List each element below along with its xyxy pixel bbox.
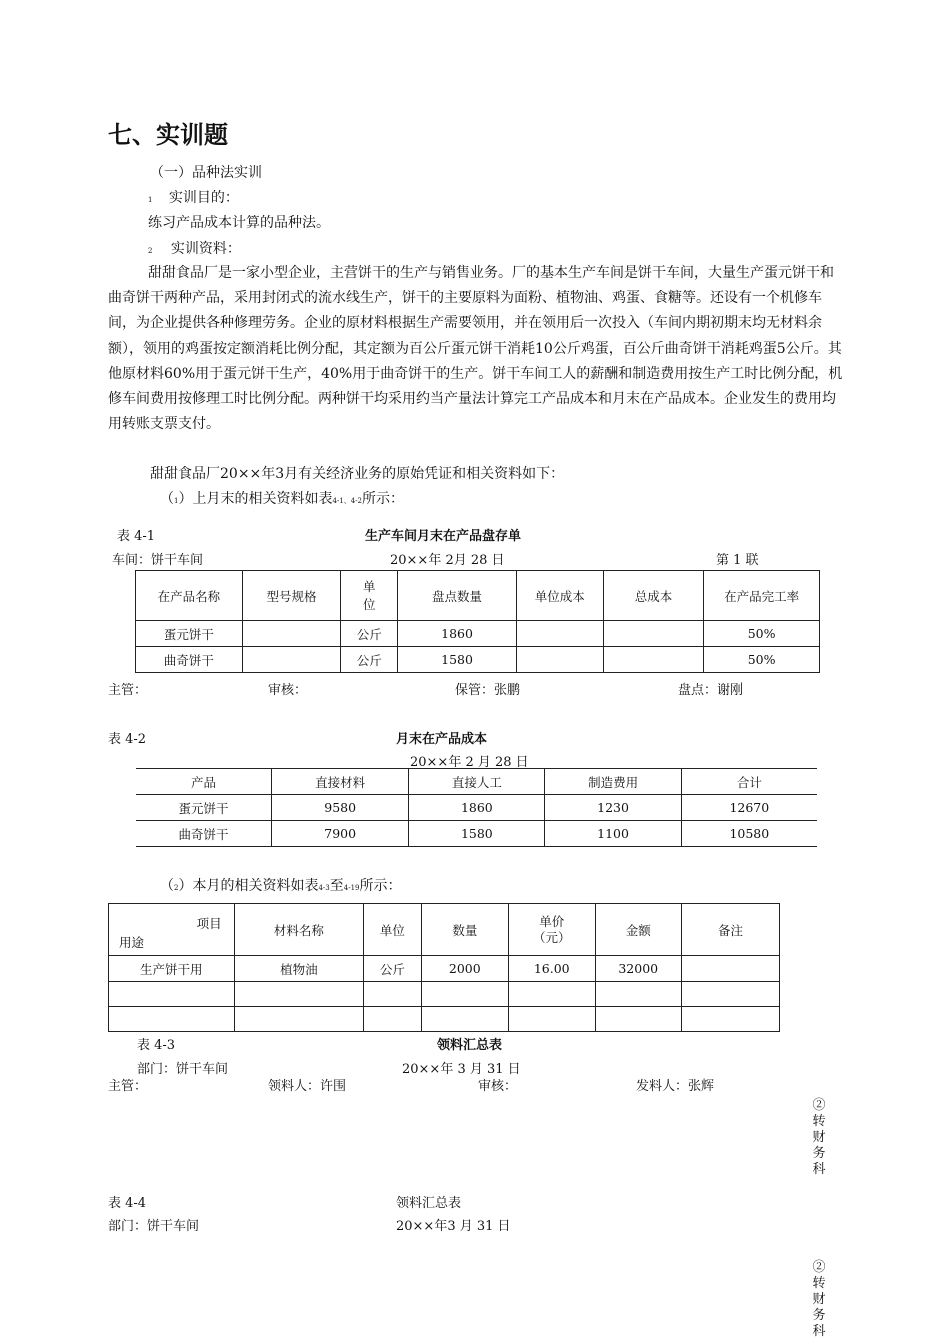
cell: 12670 [681, 795, 817, 821]
subitem-2-ref-end: 4-19 [343, 884, 360, 892]
table-4-2-date: 20××年 2 月 28 日 [410, 755, 529, 770]
cell: 2000 [421, 956, 508, 982]
cell: 32000 [595, 956, 681, 982]
cell [234, 982, 364, 1007]
item-2 [148, 236, 241, 264]
table-4-3-date: 20××年 3 月 31 日 [402, 1062, 521, 1077]
sign-keeper: 保管：张鹏 [455, 683, 521, 698]
cell [242, 647, 341, 673]
table-4-3-label: 表 4-3 [137, 1038, 176, 1053]
cell [242, 621, 341, 647]
side-note-4-3: ②转财务科 [812, 1098, 826, 1177]
paragraph-1: 甜甜食品厂是一家小型企业，主营饼干的生产与销售业务。厂的基本生产车间是饼干车间，大量生产蛋元饼干和曲奇饼干两种产品，采用封闭式的流水线生产，饼干的主要原料为面粉、植物油、鸡蛋、食糖等。还设有一个机修车间，为企业提供各种修理劳务。企业的原材料根据生产需要领用，并在领用后一次投入（车间内期初期末均无材料余额），领用的鸡蛋按定额消耗比例分配，其定额为百公斤蛋元饼干消耗10公斤鸡蛋，百公斤曲奇饼干消耗鸡蛋5公斤。其他原材料60%用于蛋元饼干生产，40%用于曲奇饼干的生产。饼干车间工人的薪酬和制造费用按生产工时比例分配，机修车间费用按修理工时比例分配。两种饼干均采用约当产量法计算完工产品成本和月末在产品成本。企业发生的费用均用转账支票支付。 [108, 265, 843, 433]
cell: 蛋元饼干 [136, 621, 243, 647]
table-row [109, 956, 780, 982]
cell [603, 621, 704, 647]
table-row [136, 621, 820, 647]
cell [603, 647, 704, 673]
sign-receiver: 领料人：许围 [268, 1079, 347, 1094]
table-4-2-title: 月末在产品成本 [396, 732, 488, 747]
header-cell: 单位成本 [516, 571, 603, 621]
subitem-2-ref-start: 4-3 [318, 884, 330, 892]
cell [364, 1007, 421, 1032]
table-4-4-date: 20××年3 月 31 日 [396, 1219, 511, 1234]
cell: 50% [704, 621, 820, 647]
item-1-number: 1 [148, 196, 153, 204]
header-cell: 合计 [681, 769, 817, 795]
table-row [136, 821, 817, 847]
table-row [109, 1007, 780, 1032]
subitem-1 [160, 486, 404, 514]
cell [508, 1007, 595, 1032]
table-4-2 [136, 768, 817, 847]
header-cell: 总成本 [603, 571, 704, 621]
subitem-2 [160, 873, 401, 901]
table-header-row [136, 769, 817, 795]
subitem-1-text: ）上月末的相关资料如表 [178, 491, 333, 507]
header-cell: 直接材料 [272, 769, 409, 795]
table-4-4-label: 表 4-4 [108, 1196, 147, 1211]
cell: 1860 [398, 621, 517, 647]
cell [421, 982, 508, 1007]
cell: 1230 [545, 795, 681, 821]
sign-count: 盘点：谢刚 [678, 683, 744, 698]
header-cell: 直接人工 [409, 769, 545, 795]
table-4-1-workshop: 车间：饼干车间 [112, 553, 204, 568]
header-cell: 数量 [421, 904, 508, 956]
cell: 公斤 [341, 621, 398, 647]
header-cell: 金额 [595, 904, 681, 956]
cell: 1580 [398, 647, 517, 673]
cell [109, 1007, 235, 1032]
item-1 [148, 185, 239, 213]
cell: 9580 [272, 795, 409, 821]
subitem-1-prefix: （ [160, 491, 174, 507]
sign-review-4-3: 审核： [478, 1079, 518, 1094]
cell: 曲奇饼干 [136, 647, 243, 673]
cell: 植物油 [234, 956, 364, 982]
subitem-1-number: 1 [174, 497, 179, 505]
header-cell: 在产品名称 [136, 571, 243, 621]
cell: 公斤 [364, 956, 421, 982]
header-cell-text: 单价（元） [532, 913, 571, 945]
table-4-1 [135, 570, 820, 673]
paragraph-2: 甜甜食品厂20××年3月有关经济业务的原始凭证和相关资料如下： [150, 466, 565, 482]
table-row [109, 982, 780, 1007]
header-cell: 材料名称 [234, 904, 364, 956]
table-4-1-title: 生产车间月末在产品盘存单 [365, 529, 522, 544]
section-heading: （一）品种法实训 [150, 165, 262, 181]
header-cell: 产品 [136, 769, 272, 795]
cell [595, 982, 681, 1007]
cell: 16.00 [508, 956, 595, 982]
table-4-4-title: 领料汇总表 [396, 1196, 462, 1211]
subitem-2-mid: 至 [329, 878, 344, 894]
cell: 10580 [681, 821, 817, 847]
side-note-4-4: ②转财务科 [812, 1260, 826, 1339]
corner-bottom: 用途 [119, 935, 145, 950]
cell: 生产饼干用 [109, 956, 235, 982]
item-1-label: 实训目的： [168, 190, 239, 206]
cell: 7900 [272, 821, 409, 847]
header-cell: 盘点数量 [398, 571, 517, 621]
item-2-label: 实训资料： [170, 241, 241, 257]
table-4-3 [108, 903, 780, 1032]
table-4-1-copy: 第 1 联 [716, 553, 759, 568]
header-cell: 在产品完工率 [704, 571, 820, 621]
cell [508, 982, 595, 1007]
cell [681, 1007, 779, 1032]
header-cell: 备注 [681, 904, 779, 956]
header-cell-text: 单位 [363, 578, 376, 612]
item-1-text: 练习产品成本计算的品种法。 [148, 215, 330, 231]
section-title: 七、实训题 [108, 121, 228, 149]
cell [516, 647, 603, 673]
table-4-1-date: 20××年 2月 28 日 [390, 553, 505, 568]
table-header-row [109, 904, 780, 956]
item-2-number: 2 [148, 247, 153, 255]
sign-supervisor: 主管： [108, 683, 148, 698]
subitem-1-suffix: 所示： [362, 491, 405, 507]
cell [516, 621, 603, 647]
corner-top: 项目 [196, 916, 222, 931]
header-cell: 型号规格 [242, 571, 341, 621]
header-cell: 制造费用 [545, 769, 681, 795]
table-4-3-dept: 部门：饼干车间 [137, 1062, 229, 1077]
table-4-2-label: 表 4-2 [108, 732, 147, 747]
table-4-4-dept: 部门：饼干车间 [108, 1219, 200, 1234]
sign-issuer: 发料人：张辉 [636, 1079, 715, 1094]
subitem-2-number: 2 [174, 884, 179, 892]
subitem-2-suffix: 所示： [359, 878, 402, 894]
cell: 曲奇饼干 [136, 821, 272, 847]
cell [234, 1007, 364, 1032]
cell: 公斤 [341, 647, 398, 673]
sign-supervisor-4-3: 主管： [108, 1079, 148, 1094]
table-header-row [136, 571, 820, 621]
cell: 1860 [409, 795, 545, 821]
table-4-3-title: 领料汇总表 [437, 1038, 503, 1053]
cell [595, 1007, 681, 1032]
cell: 1100 [545, 821, 681, 847]
header-cell [341, 571, 398, 621]
cell: 1580 [409, 821, 545, 847]
header-cell: 单位 [364, 904, 421, 956]
corner-cell [109, 904, 235, 956]
subitem-1-ref: 4-1、4-2 [332, 497, 363, 505]
table-row [136, 795, 817, 821]
sign-review: 审核： [268, 683, 308, 698]
cell: 50% [704, 647, 820, 673]
subitem-2-prefix: （ [160, 878, 174, 894]
cell [364, 982, 421, 1007]
cell [109, 982, 235, 1007]
cell [681, 982, 779, 1007]
cell: 蛋元饼干 [136, 795, 272, 821]
cell [681, 956, 779, 982]
cell [421, 1007, 508, 1032]
header-cell [508, 904, 595, 956]
subitem-2-text: ）本月的相关资料如表 [178, 878, 319, 894]
table-row [136, 647, 820, 673]
table-4-1-label: 表 4-1 [117, 529, 156, 544]
